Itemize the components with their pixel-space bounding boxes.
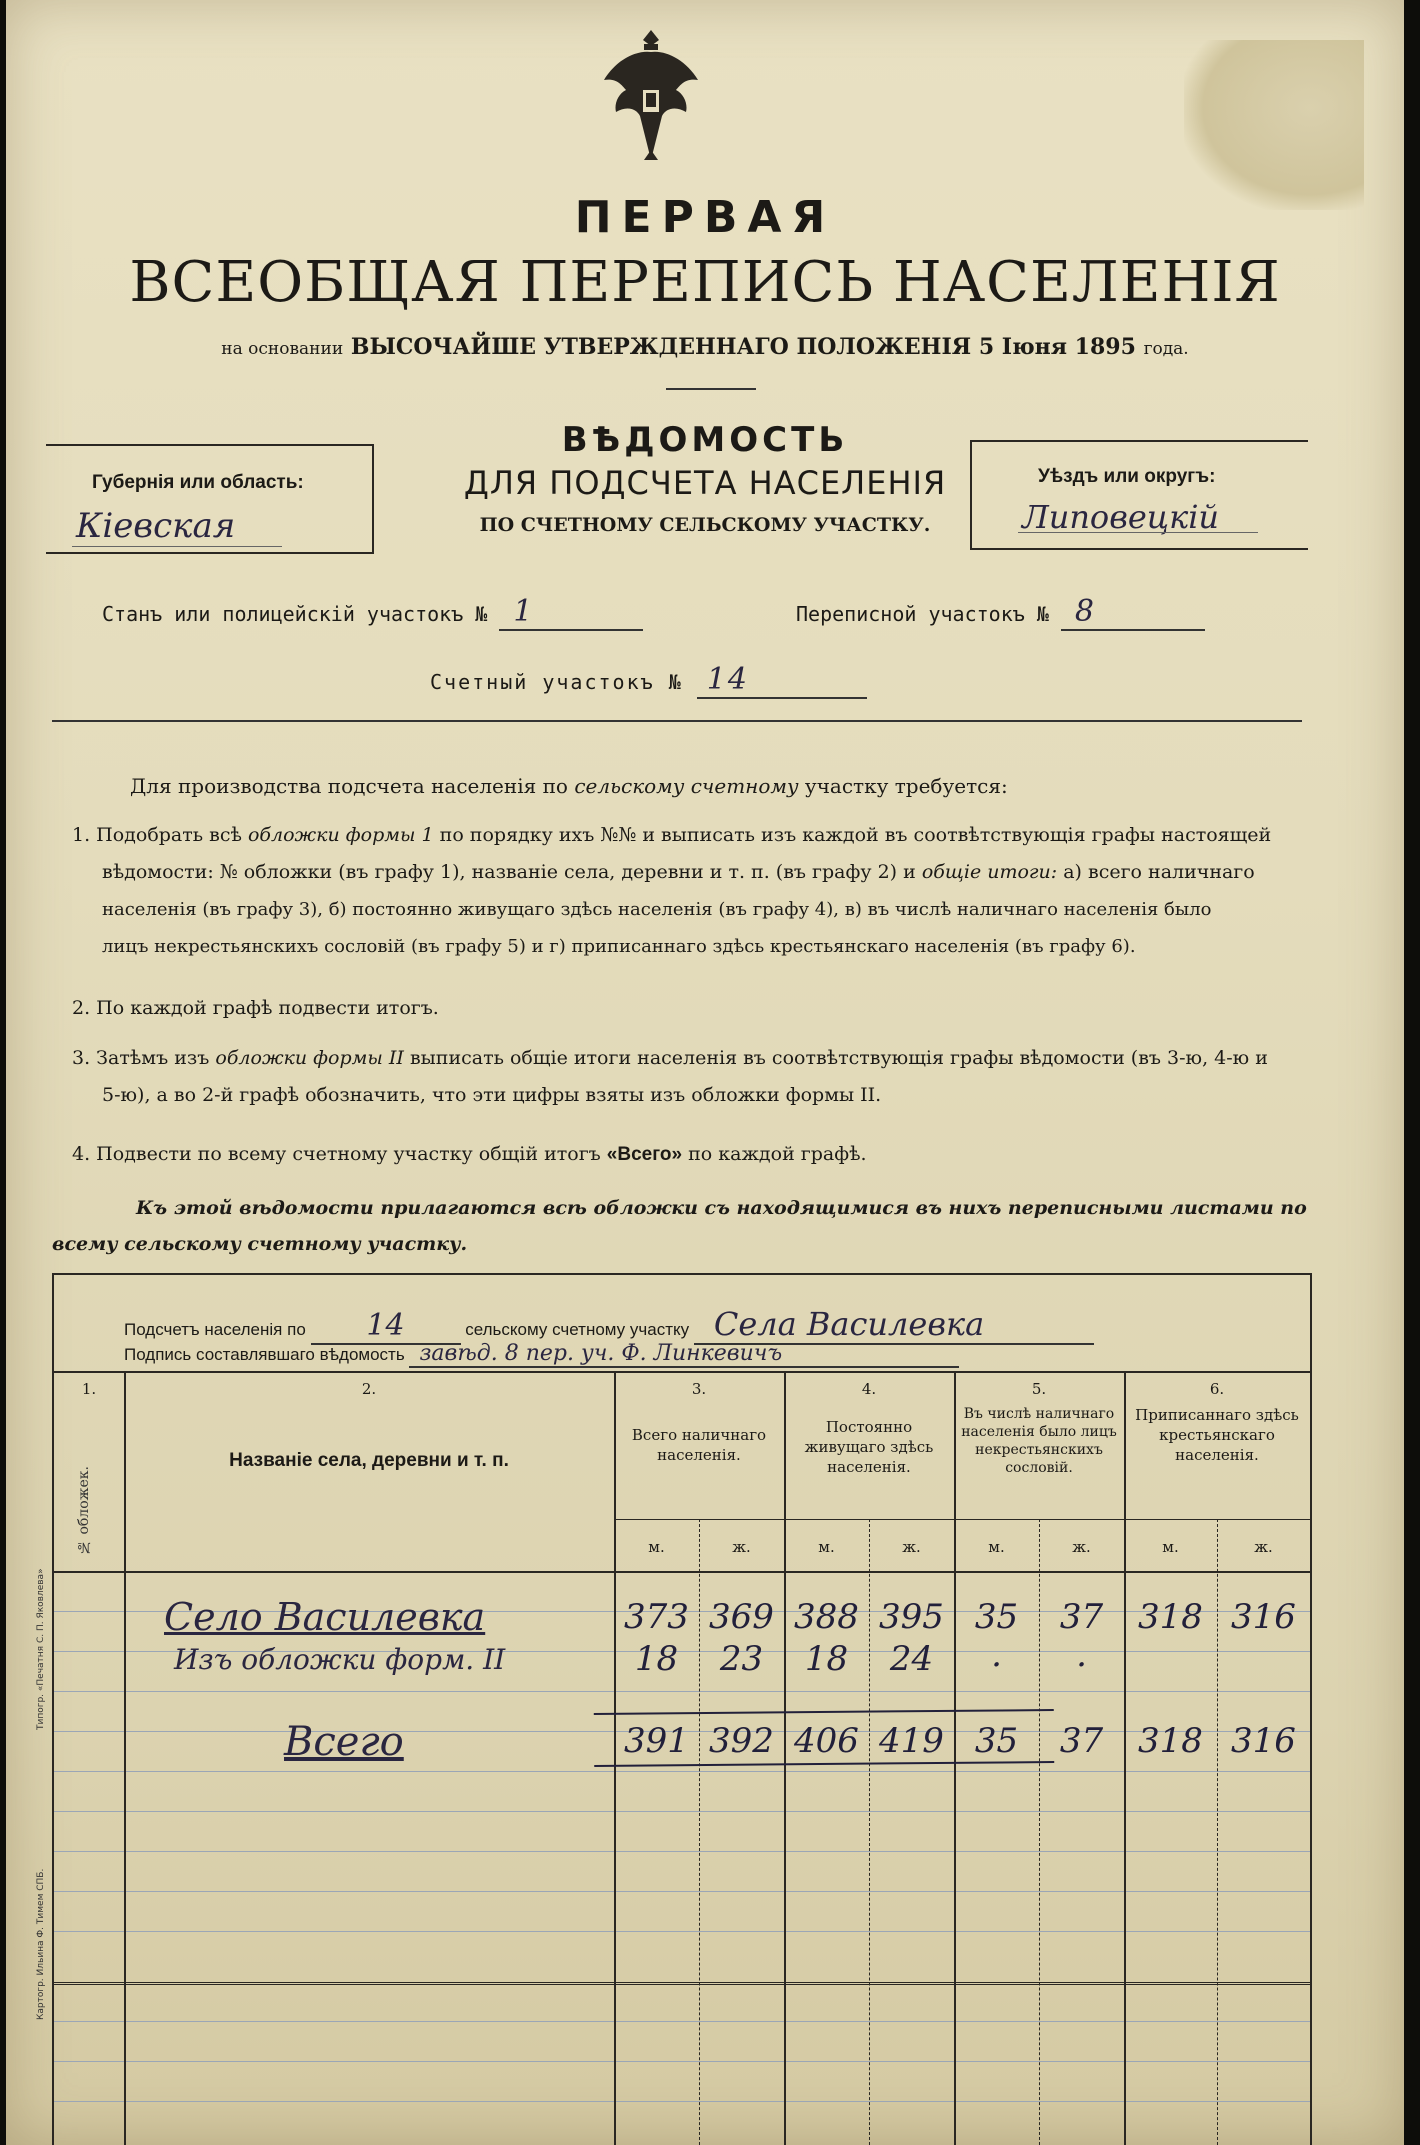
col-header-cover-no: № обложек. [76,1466,92,1555]
item4-a: 4. Подвести по всему счетному участку общій итогъ [72,1143,601,1165]
total-cell: 318 [1138,1721,1203,1761]
col-m: м. [818,1538,835,1556]
col-num-2: 2. [361,1380,377,1398]
item1-a: 1. Подобрать всѣ [72,824,242,846]
item4-c: по каждой графѣ. [688,1143,867,1165]
item1-b: по порядку ихъ №№ и выписать изъ каждой въ соотвѣтствующія графы настоящей [439,824,1272,846]
printer-mark-2: Картогр. Ильина Ф. Тимем СПБ. [36,1868,46,2020]
section-rule [52,720,1302,722]
cell-value: 35 [974,1597,1019,1637]
header-top-rule [54,1371,1310,1373]
guberniya-label: Губернія или область: [92,472,304,493]
imperial-eagle-icon [596,20,706,170]
item3-a: 3. Затѣмъ изъ [72,1047,210,1069]
basis-small: на основании [221,339,344,359]
census-sheet [6,0,1404,2145]
col-zh: ж. [1254,1538,1273,1556]
item1-italic1: обложки формы 1 [247,824,434,846]
total-cell: 392 [709,1721,774,1761]
ruled-line [54,1691,1310,1692]
cell-value: 316 [1231,1597,1296,1637]
note-line-2: всему сельскому счетному участку. [52,1233,468,1255]
ruled-line [54,2061,1310,2062]
schet-field [430,662,867,699]
cell-value: 369 [709,1597,774,1637]
mf-rule [614,1519,1310,1520]
cell-value: 388 [794,1597,859,1637]
item1-c: вѣдомости: № обложки (въ графу 1), названіе села, деревни и т. п. (въ графу 2) и [102,861,916,883]
instruction-1 [72,817,1312,965]
col-num-5: 5. [1031,1380,1047,1398]
row-form2-name: Изъ обложки форм. II [174,1643,506,1676]
basis-text: ВЫСОЧАЙШЕ УТВЕРЖДЕННАГО ПОЛОЖЕНІЯ 5 Іюня 1895 [350,334,1136,360]
stan-value: 1 [499,594,643,631]
cell-value: 373 [624,1597,689,1637]
paper-fold [1184,40,1364,210]
row-village-name: Село Василевка [164,1595,486,1639]
total-cell: 406 [794,1721,859,1761]
total-cell: 419 [879,1721,944,1761]
schet-label: Счетный участокъ № [430,670,683,694]
ruled-line [54,2101,1310,2102]
total-label: Всего [284,1719,404,1765]
col-num-1: 1. [81,1380,97,1398]
ruled-line [54,1891,1310,1892]
cell-value: 23 [719,1639,764,1679]
doc-title-1: ВѢДОМОСТЬ [561,420,849,460]
col-header-village: Названіе села, деревни и т. п. [229,1450,509,1471]
item1-e: населенія (въ графу 3), б) постоянно живущаго здѣсь населенія (въ графу 4), в) въ числѣ наличнаго населенія было [102,899,1212,920]
item1-italic2: общіе итоги: [921,861,1058,883]
total-cell: 35 [974,1721,1019,1761]
instruction-4 [72,1136,867,1173]
basis-year-word: года. [1143,339,1189,359]
intro-text-b: участку требуется: [804,774,1008,798]
signature-line [124,1341,959,1368]
stan-label: Станъ или полицейскій участокъ № [102,602,488,626]
item4-b: «Всего» [606,1144,683,1165]
instruction-3 [72,1040,1312,1114]
col-num-4: 4. [861,1380,877,1398]
instructions-intro [130,768,1008,805]
guberniya-underline [72,546,282,547]
col-m: м. [648,1538,665,1556]
item3-c: 5-ю), а во 2-й графѣ обозначить, что эти цифры взяты изъ обложки формы II. [102,1084,882,1106]
doc-title-3: ПО СЧЕТНОМУ СЕЛЬСКОМУ УЧАСТКУ. [479,514,931,536]
title-main: ВСЕОБЩАЯ ПЕРЕПИСЬ НАСЕЛЕНІЯ [129,250,1281,315]
col-m: м. [1162,1538,1179,1556]
cell-value: 318 [1138,1597,1203,1637]
col-zh: ж. [902,1538,921,1556]
col-num-6: 6. [1209,1380,1225,1398]
count-label: Подсчетъ населенія по [124,1320,306,1339]
col-divider [124,1371,126,2145]
intro-italic: сельскому счетному [574,774,799,798]
ruled-line [54,1931,1310,1932]
printer-mark-1: Типогр. «Печатня С. П. Яковлева» [36,1568,46,1730]
signature-label: Подпись составлявшаго вѣдомость [124,1345,405,1364]
total-hand-rule [594,1709,1054,1767]
cell-value: 18 [634,1639,679,1679]
cell-value: 395 [879,1597,944,1637]
guberniya-value: Кіевская [76,506,236,546]
col-header-present: Всего наличнаго населенія. [631,1426,767,1464]
cell-value: . [1076,1635,1087,1675]
col-header-peasant: Приписаннаго здѣсь крестьянскаго населенія. [1135,1406,1299,1464]
total-cell: 37 [1059,1721,1104,1761]
item3-italic: обложки формы II [215,1047,404,1069]
doc-title-2: ДЛЯ ПОДСЧЕТА НАСЕЛЕНІЯ [463,464,947,502]
perepis-value: 8 [1061,594,1205,631]
ruled-line [54,1771,1310,1772]
total-cell: 391 [624,1721,689,1761]
col-zh: ж. [1072,1538,1091,1556]
ruled-line [54,2021,1310,2022]
item1-d: а) всего наличнаго [1063,861,1255,883]
signature-value: завѣд. 8 пер. уч. Ф. Линкевичъ [409,1341,959,1368]
col-header-nonpeasant: Въ числѣ наличнаго населенія было лицъ некрестьянскихъ сословій. [961,1406,1117,1476]
schet-value: 14 [697,662,867,699]
ruled-line [54,1851,1310,1852]
uezd-label: Уѣздъ или округъ: [1038,466,1216,487]
header-bottom-rule [54,1571,1310,1573]
col-header-resident: Постоянно живущаго здѣсь населенія. [804,1418,934,1476]
cell-value: 24 [889,1639,934,1679]
cell-value: 18 [804,1639,849,1679]
cell-value: . [991,1635,1002,1675]
intro-text-a: Для производства подсчета населенія по [130,774,568,798]
divider [666,388,756,390]
total-cell: 316 [1231,1721,1296,1761]
cell-value: 37 [1059,1597,1104,1637]
col-num-3: 3. [691,1380,707,1398]
count-village: Села Василевка [694,1305,1094,1345]
stan-field [102,594,643,631]
instruction-2: 2. По каждой графѣ подвести итогъ. [72,997,439,1019]
note-line-1: Къ этой вѣдомости прилагаются всѣ обложки съ находящимися въ нихъ переписными листами по [136,1197,1307,1219]
item1-f: лицъ некрестьянскихъ сословій (въ графу 5) и г) приписаннаго здѣсь крестьянскаго населенія (въ графу 6). [102,936,1136,957]
basis-line [6,334,1404,360]
col-zh: ж. [732,1538,751,1556]
population-table [52,1273,1312,2145]
title-first: ПЕРВАЯ [574,192,836,243]
perepis-field [796,594,1205,631]
count-number: 14 [311,1308,461,1345]
ruled-line [54,1811,1310,1812]
count-label2: сельскому счетному участку [465,1320,690,1339]
col-m: м. [988,1538,1005,1556]
total-rule [54,1982,1310,1985]
count-line [124,1305,1094,1345]
item3-b: выписать общіе итоги населенія въ соотвѣтствующія графы вѣдомости (въ 3-ю, 4-ю и [409,1047,1268,1069]
perepis-label: Переписной участокъ № [796,602,1049,626]
uezd-value: Липовецкій [1022,498,1220,536]
